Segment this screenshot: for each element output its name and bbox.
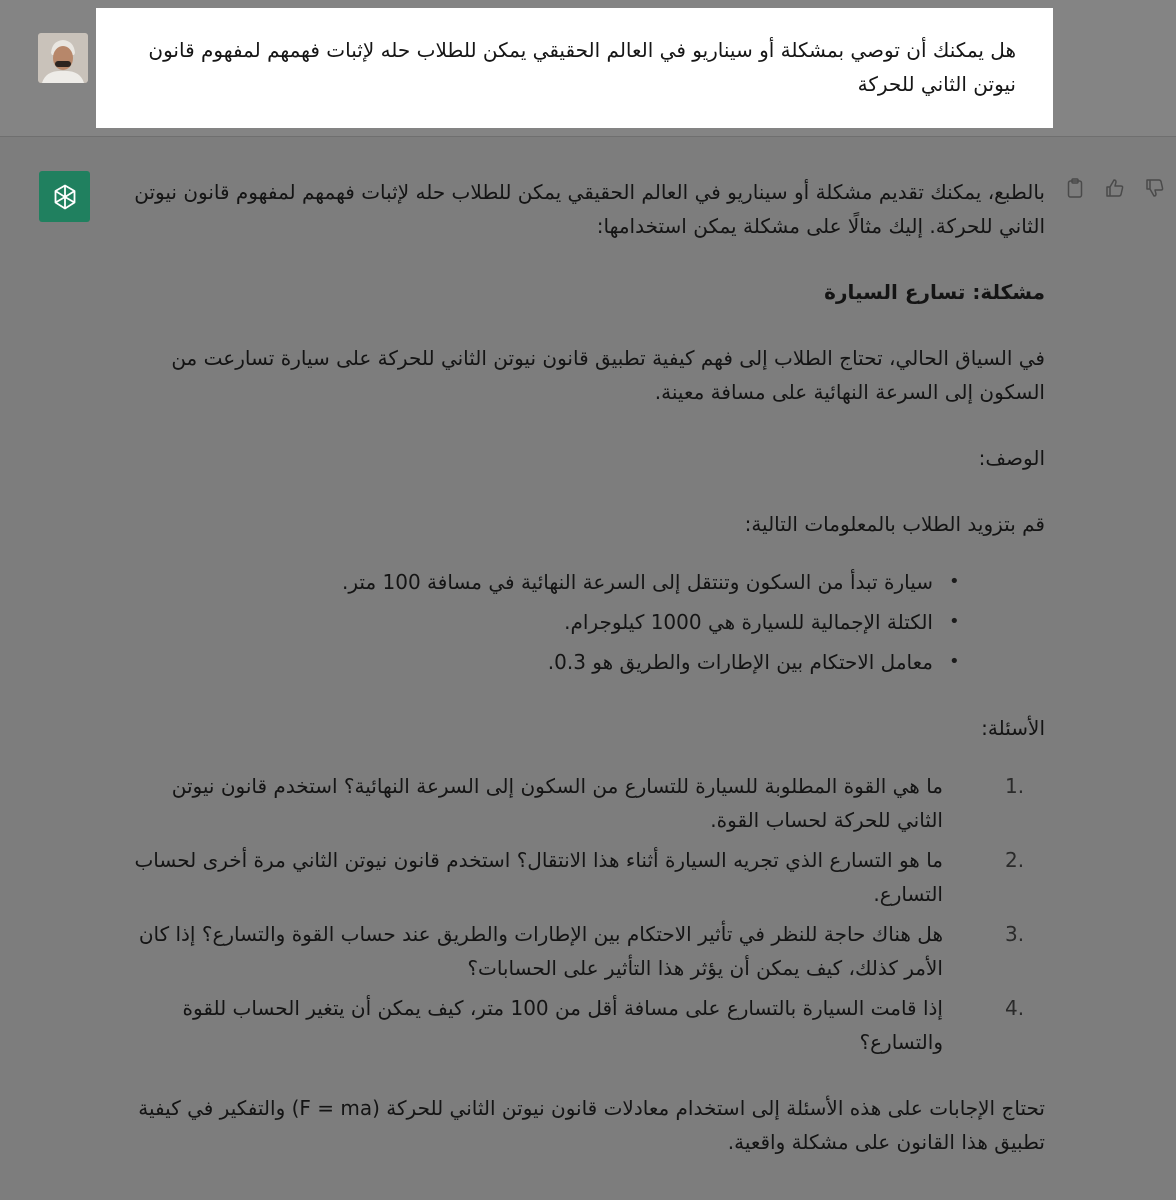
question-number: 4. <box>1005 996 1025 1020</box>
list-item: معامل الاحتكام بين الإطارات والطريق هو 0.3. • <box>120 645 1045 679</box>
problem-context: في السياق الحالي، تحتاج الطلاب إلى فهم كيفية تطبيق قانون نيوتن الثاني للحركة على سيارة تسارعت من السكون إلى السرعة النهائية على مسافة معينة. <box>171 346 1045 404</box>
thumbs-down-icon[interactable] <box>1142 175 1168 201</box>
questions-list <box>120 769 1045 1059</box>
question-text: هل هناك حاجة للنظر في تأثير الاحتكام بين الإطارات والطريق عند حساب القوة والتسارع؟ إذا كان الأمر كذلك، كيف يمكن أن يؤثر هذا التأثير على الحسابات؟ <box>138 922 943 980</box>
answer-closing: تحتاج الإجابات على هذه الأسئلة إلى استخدام معادلات قانون نيوتن الثاني للحركة (F = ma) والتفكير في كيفية تطبيق هذا القانون على مشكلة واقعية. <box>138 1096 1045 1154</box>
list-item <box>120 991 1045 1059</box>
assistant-answer <box>120 175 1045 1191</box>
list-item: سيارة تبدأ من السكون وتنتقل إلى السرعة النهائية في مسافة 100 متر. • <box>120 565 1045 599</box>
description-label: الوصف: <box>978 446 1045 470</box>
assistant-message-row <box>0 137 1176 1200</box>
list-item <box>120 769 1045 837</box>
message-actions <box>1060 175 1170 205</box>
user-question-text: هل يمكنك أن توصي بمشكلة أو سيناريو في العالم الحقيقي يمكن للطلاب حله لإثبات فهمهم لمفهوم قانون نيوتن الثاني للحركة <box>148 38 1016 96</box>
answer-intro: بالطبع، يمكنك تقديم مشكلة أو سيناريو في العالم الحقيقي يمكن للطلاب حله لإثبات فهمهم لمفهوم قانون نيوتن الثاني للحركة. إليك مثالًا على مشكلة يمكن استخدامها: <box>134 180 1045 238</box>
user-photo-icon <box>38 33 88 83</box>
list-item: الكتلة الإجمالية للسيارة هي 1000 كيلوجرام. • <box>120 605 1045 639</box>
question-text: ما هي القوة المطلوبة للسيارة للتسارع من السكون إلى السرعة النهائية؟ استخدم قانون نيوتن الثاني للحركة لحساب القوة. <box>171 774 943 832</box>
question-text: إذا قامت السيارة بالتسارع على مسافة أقل من 100 متر، كيف يمكن أن يتغير الحساب للقوة والتسارع؟ <box>182 996 943 1054</box>
user-photo-avatar <box>38 33 88 83</box>
question-number: 2. <box>1005 848 1025 872</box>
assistant-avatar <box>39 171 90 222</box>
openai-logo-icon <box>50 182 80 212</box>
problem-title: مشكلة: تسارع السيارة <box>824 280 1045 304</box>
question-text: ما هو التسارع الذي تجريه السيارة أثناء هذا الانتقال؟ استخدم قانون نيوتن الثاني مرة أخرى لحساب التسارع. <box>134 848 943 906</box>
provide-label: قم بتزويد الطلاب بالمعلومات التالية: <box>744 512 1045 536</box>
info-bullets <box>120 565 1045 679</box>
list-item <box>120 917 1045 985</box>
question-number: 3. <box>1005 922 1025 946</box>
user-message-row <box>0 0 1176 137</box>
list-item <box>120 843 1045 911</box>
question-number: 1. <box>1005 774 1025 798</box>
questions-label: الأسئلة: <box>981 716 1045 740</box>
thumbs-up-icon[interactable] <box>1102 175 1128 201</box>
clipboard-icon[interactable] <box>1062 175 1088 201</box>
